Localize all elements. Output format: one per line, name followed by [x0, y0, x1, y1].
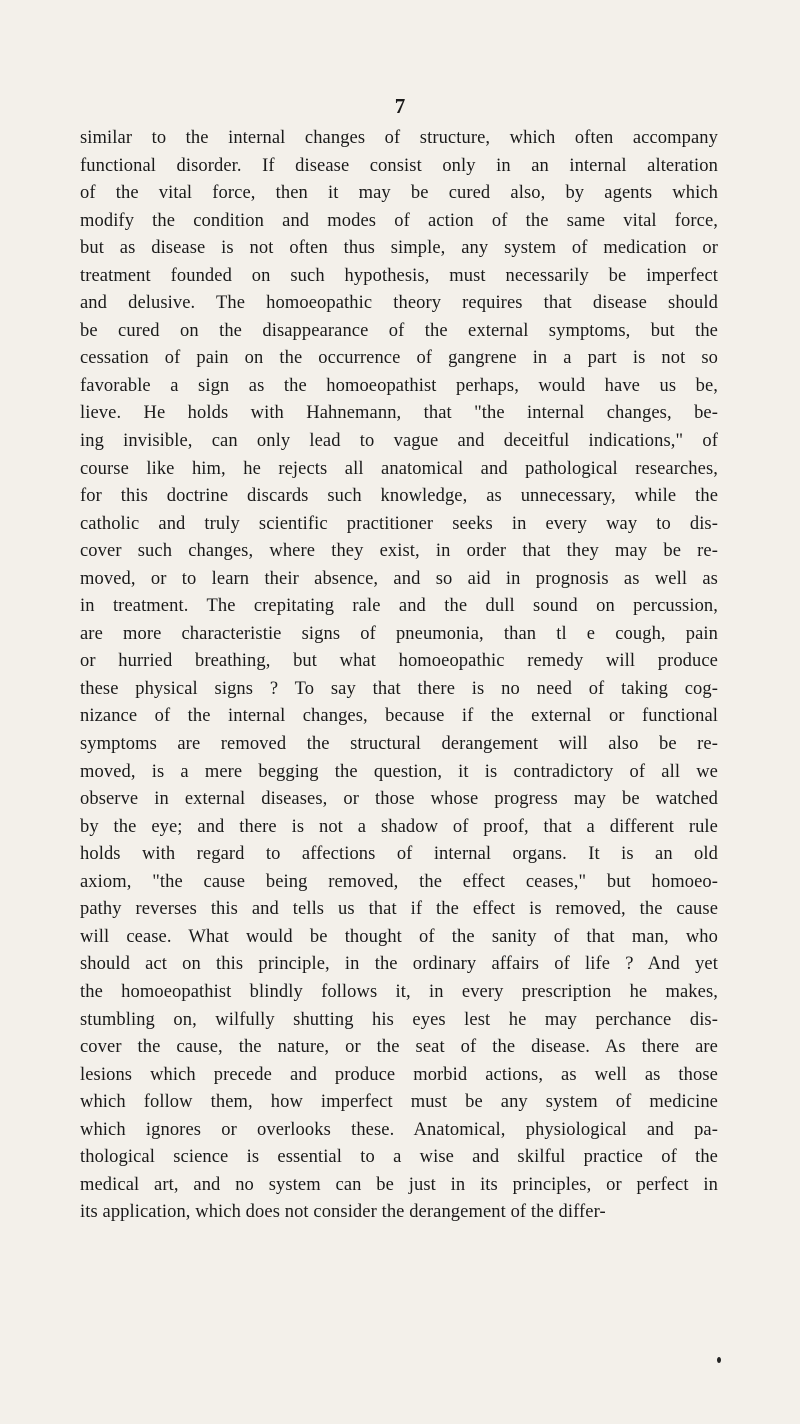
text-line: catholic and truly scientific practitioner seeks in every way to dis-: [80, 513, 718, 534]
text-line: medical art, and no system can be just in its principles, or perfect in: [80, 1174, 718, 1195]
ink-speck: [717, 1357, 721, 1363]
text-line: should act on this principle, in the ordinary affairs of life ? And yet: [80, 954, 718, 975]
page-number: 7: [394, 94, 406, 118]
text-line: symptoms are removed the structural derangement will also be re-: [80, 734, 718, 755]
text-line: course like him, he rejects all anatomical and pathological researches,: [80, 458, 718, 479]
text-line: moved, or to learn their absence, and so aid in prognosis as well as: [80, 568, 718, 589]
text-line: cessation of pain on the occurrence of gangrene in a part is not so: [80, 348, 718, 369]
text-line: or hurried breathing, but what homoeopathic remedy will produce: [80, 651, 718, 672]
text-line: cover such changes, where they exist, in order that they may be re-: [80, 541, 718, 562]
text-line: of the vital force, then it may be cured also, by agents which: [80, 183, 718, 204]
text-line: lieve. He holds with Hahnemann, that "the internal changes, be-: [80, 403, 718, 424]
text-line: axiom, "the cause being removed, the effect ceases," but homoeo-: [80, 871, 718, 892]
text-line: will cease. What would be thought of the sanity of that man, who: [80, 926, 718, 947]
text-line: are more characteristie signs of pneumonia, than tl e cough, pain: [80, 623, 718, 644]
text-line: nizance of the internal changes, because if the external or functional: [80, 706, 718, 727]
text-line: functional disorder. If disease consist only in an internal alteration: [80, 155, 718, 176]
body-text: [80, 125, 718, 1227]
text-line: its application, which does not consider the derangement of the differ-: [80, 1202, 606, 1223]
text-line: similar to the internal changes of structure, which often accompany: [80, 128, 718, 148]
text-line: moved, is a mere begging the question, it is contradictory of all we: [80, 761, 718, 782]
text-line: lesions which precede and produce morbid actions, as well as those: [80, 1064, 718, 1085]
text-line: and delusive. The homoeopathic theory requires that disease should: [80, 293, 718, 314]
text-line: ing invisible, can only lead to vague and deceitful indications," of: [80, 431, 718, 452]
text-line: stumbling on, wilfully shutting his eyes lest he may perchance dis-: [80, 1009, 718, 1030]
text-line: but as disease is not often thus simple, any system of medication or: [80, 238, 718, 259]
text-line: by the eye; and there is not a shadow of proof, that a different rule: [80, 816, 718, 837]
text-line: for this doctrine discards such knowledge, as unnecessary, while the: [80, 486, 718, 507]
text-line: cover the cause, the nature, or the seat of the disease. As there are: [80, 1037, 718, 1058]
text-line: favorable a sign as the homoeopathist perhaps, would have us be,: [80, 375, 718, 396]
text-line: observe in external diseases, or those whose progress may be watched: [80, 789, 718, 810]
text-line: thological science is essential to a wise and skilful practice of the: [80, 1147, 718, 1168]
text-line: which ignores or overlooks these. Anatomical, physiological and pa-: [80, 1119, 718, 1140]
text-line: the homoeopathist blindly follows it, in every prescription he makes,: [80, 981, 718, 1002]
text-line: treatment founded on such hypothesis, must necessarily be imperfect: [80, 265, 718, 286]
text-line: modify the condition and modes of action of the same vital force,: [80, 210, 718, 231]
text-line: which follow them, how imperfect must be any system of medicine: [80, 1092, 718, 1113]
text-line: in treatment. The crepitating rale and the dull sound on percussion,: [80, 596, 718, 617]
text-line: pathy reverses this and tells us that if the effect is removed, the cause: [80, 899, 718, 920]
text-line: holds with regard to affections of internal organs. It is an old: [80, 844, 718, 865]
text-line: be cured on the disappearance of the external symptoms, but the: [80, 320, 718, 341]
text-line: these physical signs ? To say that there is no need of taking cog-: [80, 678, 718, 699]
